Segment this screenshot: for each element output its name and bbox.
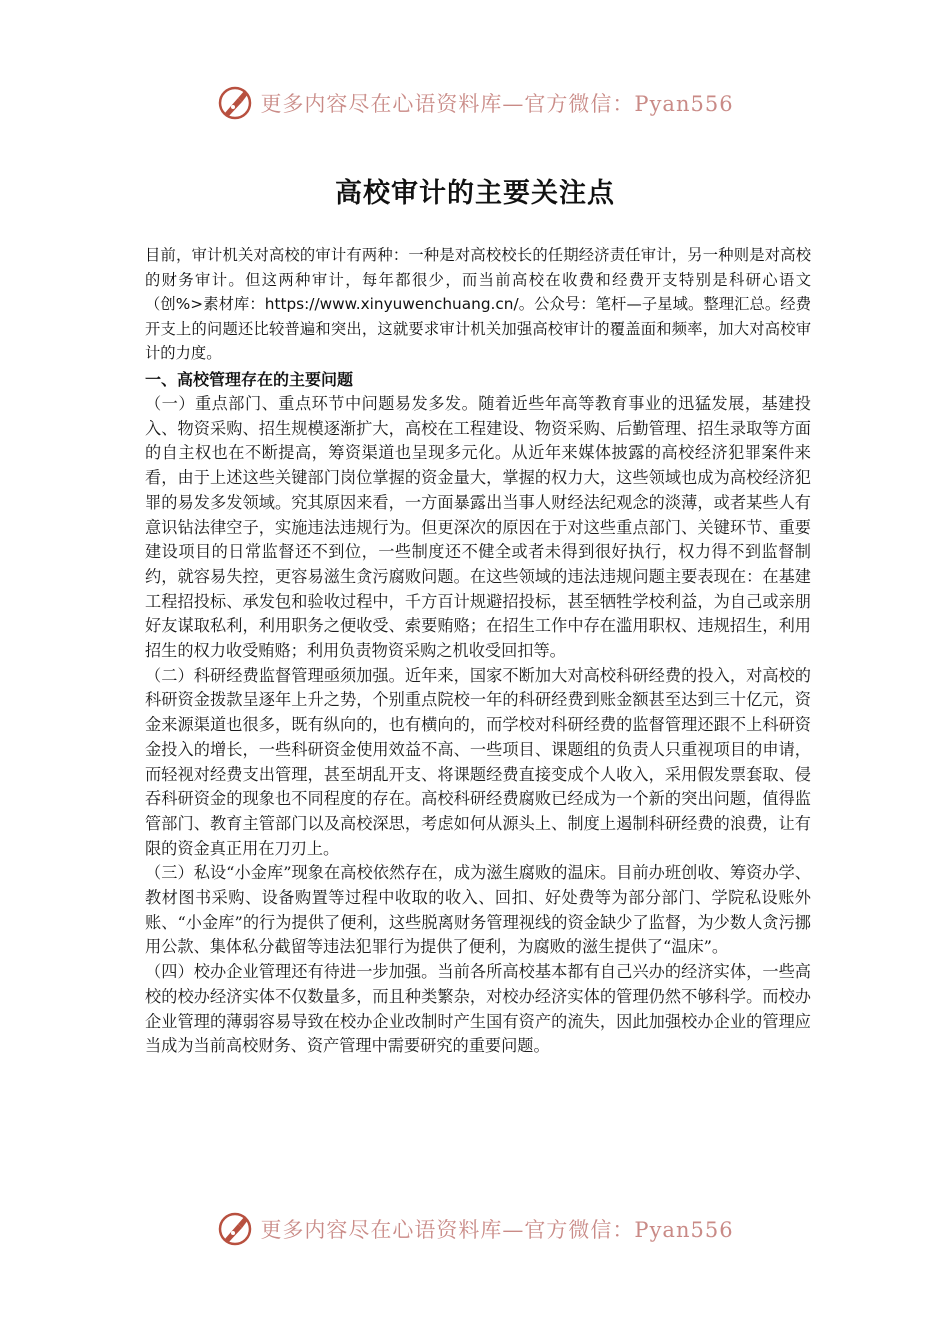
paragraph-4: （四）校办企业管理还有待进一步加强。当前各所高校基本都有自己兴办的经济实体，一些高校的校办经济实体不仅数量多，而且种类繁杂，对校办经济实体的管理仍然不够科学。而校办企业管理的薄弱容易导致在校办企业改制时产生国有资产的流失，因此加强校办企业的管理应当成为当前高校财务、资产管理中需要研究的重要问题。	[145, 962, 811, 1056]
intro-paragraph: 目前，审计机关对高校的审计有两种：一种是对高校校长的任期经济责任审计，另一种则是对高校的财务审计。但这两种审计，每年都很少，而当前高校在收费和经费开支特别是科研心语文（创%>素材库：https://www.xinyuwenchuang.cn/。公众号：笔杆—子星域。整理汇总。经费开支上的问题还比较普遍和突出，这就要求审计机关加强高校审计的覆盖面和频率，加大对高校审计的力度。	[145, 246, 811, 362]
header-banner-text: 更多内容尽在心语资料库—官方微信：Pyan556	[260, 92, 734, 116]
header-banner	[0, 83, 950, 123]
document-body	[145, 243, 811, 1059]
pen-nib-logo-icon	[216, 84, 254, 122]
paragraph-3: （三）私设“小金库”现象在高校依然存在，成为滋生腐败的温床。目前办班创收、筹资办学、教材图书采购、设备购置等过程中收取的收入、回扣、好处费等为部分部门、学院私设账外账、“小金库”的行为提供了便利，这些脱离财务管理视线的资金缺少了监督，为少数人贪污挪用公款、集体私分截留等违法犯罪行为提供了便利，为腐败的滋生提供了“温床”。	[145, 863, 811, 957]
footer-banner	[0, 1209, 950, 1249]
page-title: 高校审计的主要关注点	[335, 178, 615, 210]
paragraph-1: （一）重点部门、重点环节中问题易发多发。随着近些年高等教育事业的迅猛发展，基建投入、物资采购、招生规模逐渐扩大，高校在工程建设、物资采购、后勤管理、招生录取等方面的自主权也在不断提高，筹资渠道也呈现多元化。从近年来媒体披露的高校经济犯罪案件来看，由于上述这些关键部门岗位掌握的资金量大，掌握的权力大，这些领域也成为高校经济犯罪的易发多发领域。究其原因来看，一方面暴露出当事人财经法纪观念的淡薄，或者某些人有意识钻法律空子，实施违法违规行为。但更深次的原因在于对这些重点部门、关键环节、重要建设项目的日常监督还不到位，一些制度还不健全或者未得到很好执行，权力得不到监督制约，就容易失控，更容易滋生贪污腐败问题。在这些领域的违法违规问题主要表现在：在基建工程招投标、承发包和验收过程中，千方百计规避招投标，甚至牺牲学校利益，为自己或亲朋好友谋取私利，利用职务之便收受、索要贿赂；在招生工作中存在滥用职权、违规招生，利用招生的权力收受贿赂；利用负责物资采购之机收受回扣等。	[145, 394, 811, 661]
footer-banner-text: 更多内容尽在心语资料库—官方微信：Pyan556	[260, 1218, 734, 1242]
section-heading: 一、高校管理存在的主要问题	[145, 369, 354, 389]
pen-nib-logo-icon	[216, 1210, 254, 1248]
paragraph-2: （二）科研经费监督管理亟须加强。近年来，国家不断加大对高校科研经费的投入，对高校的科研资金拨款呈逐年上升之势，个别重点院校一年的科研经费到账金额甚至达到三十亿元，资金来源渠道也很多，既有纵向的，也有横向的，而学校对科研经费的监督管理还跟不上科研资金投入的增长，一些科研资金使用效益不高、一些项目、课题组的负责人只重视项目的申请，而轻视对经费支出管理，甚至胡乱开支、将课题经费直接变成个人收入，采用假发票套取、侵吞科研资金的现象也不同程度的存在。高校科研经费腐败已经成为一个新的突出问题，值得监管部门、教育主管部门以及高校深思，考虑如何从源头上、制度上遏制科研经费的浪费，让有限的资金真正用在刀刃上。	[145, 665, 811, 858]
